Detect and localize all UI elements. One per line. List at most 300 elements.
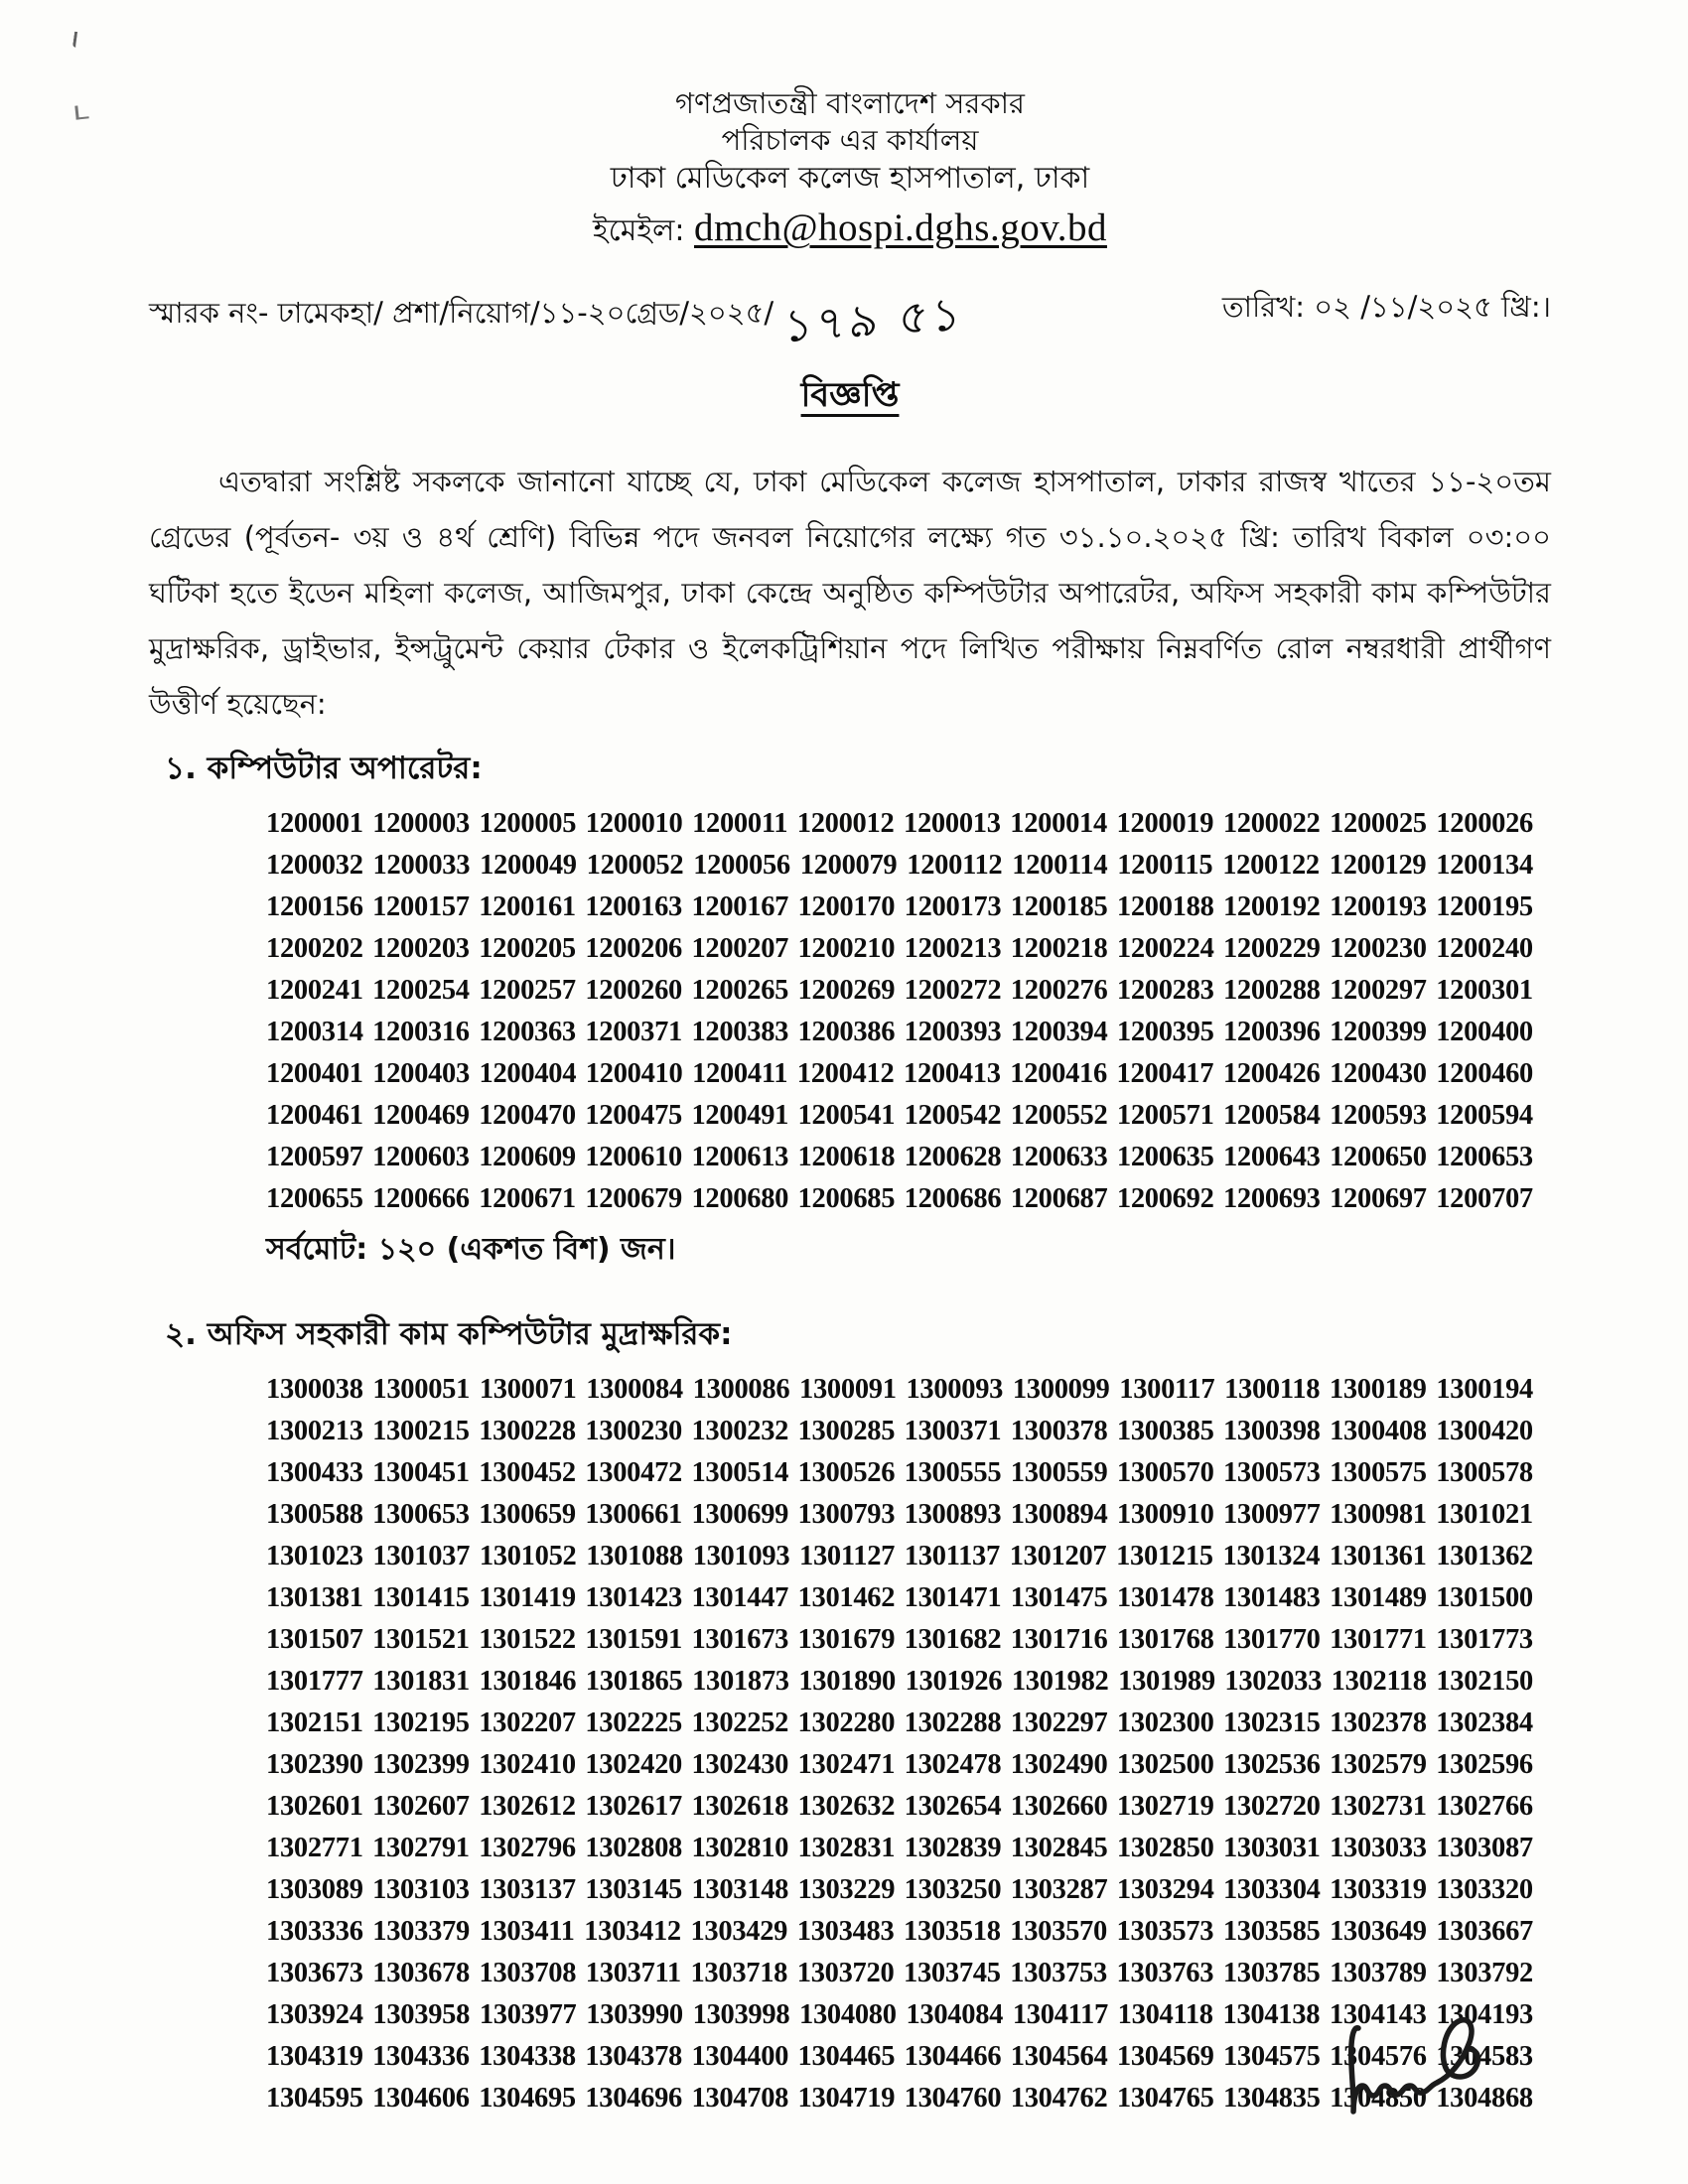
- roll-number: 1301475: [1010, 1582, 1108, 1613]
- roll-number-row: [266, 1369, 1533, 1411]
- roll-number: 1302252: [691, 1707, 789, 1738]
- roll-number: 1200207: [691, 933, 789, 964]
- roll-number: 1300117: [1119, 1374, 1215, 1405]
- roll-number: 1303304: [1222, 1874, 1321, 1905]
- roll-number: 1200597: [266, 1142, 363, 1172]
- roll-number: 1300555: [904, 1457, 1002, 1488]
- section-heading: ২. অফিস সহকারী কাম কম্পিউটার মুদ্রাক্ষরিক:: [165, 1316, 733, 1352]
- roll-number: 1200411: [692, 1058, 788, 1089]
- roll-number: 1200426: [1222, 1058, 1321, 1089]
- roll-number: 1200001: [266, 808, 363, 839]
- roll-number: 1304193: [1436, 1999, 1533, 2030]
- roll-number: 1200188: [1116, 891, 1214, 922]
- roll-number: 1301023: [266, 1541, 363, 1571]
- roll-number: 1303763: [1116, 1958, 1214, 1988]
- roll-number: 1200173: [904, 891, 1002, 922]
- roll-number: 1302280: [797, 1707, 896, 1738]
- roll-number: 1200005: [479, 808, 577, 839]
- roll-number: 1200283: [1116, 975, 1214, 1006]
- roll-number: 1301052: [479, 1541, 577, 1571]
- roll-number: 1200460: [1436, 1058, 1533, 1089]
- roll-number: 1303412: [584, 1916, 681, 1947]
- roll-number: 1200417: [1116, 1058, 1214, 1089]
- roll-number: 1303785: [1222, 1958, 1321, 1988]
- roll-number: 1304118: [1117, 1999, 1213, 2030]
- roll-number: 1304084: [906, 1999, 1004, 2030]
- roll-number: 1300091: [799, 1374, 897, 1405]
- roll-number: 1200469: [372, 1100, 470, 1131]
- roll-number: 1302720: [1222, 1791, 1321, 1822]
- roll-number-row: [266, 887, 1533, 928]
- roll-number: 1302478: [904, 1749, 1002, 1780]
- roll-number: 1200593: [1330, 1100, 1427, 1131]
- roll-number: 1304080: [799, 1999, 897, 2030]
- roll-number: 1302632: [797, 1791, 896, 1822]
- roll-number: 1300981: [1330, 1499, 1427, 1530]
- roll-number: 1302430: [691, 1749, 789, 1780]
- roll-number: 1200301: [1436, 975, 1533, 1006]
- roll-number: 1301507: [266, 1624, 363, 1655]
- roll-number: 1300893: [904, 1499, 1002, 1530]
- roll-number: 1300051: [372, 1374, 471, 1405]
- roll-number: 1200163: [585, 891, 682, 922]
- roll-number: 1200635: [1116, 1142, 1214, 1172]
- roll-number: 1302612: [479, 1791, 576, 1822]
- roll-number: 1302617: [585, 1791, 682, 1822]
- roll-number: 1200213: [904, 933, 1002, 964]
- roll-number: 1302390: [266, 1749, 363, 1780]
- roll-number: 1200393: [904, 1017, 1002, 1047]
- roll-number: 1200401: [266, 1058, 363, 1089]
- roll-number: 1200013: [904, 808, 1001, 839]
- roll-number: 1302384: [1436, 1707, 1533, 1738]
- roll-number: 1200693: [1222, 1183, 1321, 1214]
- roll-number: 1304708: [691, 2083, 789, 2114]
- roll-number-row: [266, 1911, 1533, 1953]
- roll-number: 1200541: [797, 1100, 896, 1131]
- roll-number: 1302831: [797, 1833, 896, 1863]
- roll-number: 1300071: [479, 1374, 577, 1405]
- roll-number: 1300118: [1224, 1374, 1321, 1405]
- roll-number: 1300661: [585, 1499, 682, 1530]
- roll-number: 1200193: [1330, 891, 1427, 922]
- roll-number: 1300472: [585, 1457, 682, 1488]
- roll-number: 1200122: [1222, 850, 1320, 881]
- signature-scribble: [1331, 2010, 1569, 2134]
- roll-number-list: [266, 803, 1533, 1220]
- roll-number: 1200686: [904, 1183, 1002, 1214]
- roll-number-row: [266, 1703, 1533, 1744]
- roll-number: 1304378: [585, 2041, 682, 2072]
- roll-number: 1200206: [585, 933, 682, 964]
- roll-number: 1304465: [797, 2041, 896, 2072]
- roll-number: 1302315: [1222, 1707, 1321, 1738]
- roll-number: 1200254: [372, 975, 470, 1006]
- roll-number: 1302225: [585, 1707, 682, 1738]
- roll-number-row: [266, 928, 1533, 970]
- roll-number: 1200400: [1436, 1017, 1533, 1047]
- roll-number: 1303319: [1330, 1874, 1427, 1905]
- roll-number: 1302420: [585, 1749, 682, 1780]
- roll-number: 1200026: [1436, 808, 1533, 839]
- roll-number: 1302118: [1331, 1666, 1427, 1697]
- roll-number: 1304765: [1116, 2083, 1214, 2114]
- roll-number: 1303148: [691, 1874, 789, 1905]
- roll-number: 1200628: [904, 1142, 1002, 1172]
- roll-number: 1303087: [1436, 1833, 1533, 1863]
- roll-number: 1200571: [1116, 1100, 1214, 1131]
- roll-number: 1300194: [1436, 1374, 1533, 1405]
- roll-number: 1302471: [797, 1749, 896, 1780]
- roll-number: 1304466: [904, 2041, 1002, 2072]
- roll-number: 1303649: [1330, 1916, 1427, 1947]
- roll-number: 1301679: [797, 1624, 896, 1655]
- roll-number: 1303585: [1222, 1916, 1321, 1947]
- roll-number-row: [266, 1953, 1533, 1994]
- roll-number: 1200185: [1010, 891, 1108, 922]
- office-name: পরিচালক এর কার্যালয়: [721, 123, 979, 157]
- roll-number: 1200241: [266, 975, 363, 1006]
- roll-number: 1200396: [1222, 1017, 1321, 1047]
- roll-number: 1200687: [1010, 1183, 1108, 1214]
- roll-number: 1200363: [479, 1017, 576, 1047]
- roll-section-1: [149, 746, 1551, 1272]
- roll-number: 1200404: [479, 1058, 577, 1089]
- email-address: dmch@hospi.dghs.gov.bd: [693, 206, 1107, 249]
- roll-number: 1200679: [585, 1183, 682, 1214]
- roll-number: 1301037: [372, 1541, 471, 1571]
- roll-number: 1304564: [1010, 2041, 1108, 2072]
- roll-number: 1302660: [1010, 1791, 1108, 1822]
- roll-number: 1200475: [585, 1100, 682, 1131]
- roll-number: 1303745: [904, 1958, 1001, 1988]
- roll-number: 1302297: [1010, 1707, 1108, 1738]
- roll-number: 1200167: [691, 891, 789, 922]
- roll-number-row: [266, 1828, 1533, 1869]
- roll-number: 1302399: [372, 1749, 470, 1780]
- roll-number: 1200685: [797, 1183, 896, 1214]
- roll-number: 1303089: [266, 1874, 363, 1905]
- roll-number: 1300228: [479, 1416, 576, 1446]
- roll-number: 1200470: [479, 1100, 576, 1131]
- roll-number: 1200383: [691, 1017, 789, 1047]
- roll-number: 1200618: [797, 1142, 896, 1172]
- roll-number: 1200680: [691, 1183, 789, 1214]
- roll-number: 1300793: [797, 1499, 896, 1530]
- roll-number: 1300659: [479, 1499, 576, 1530]
- roll-number: 1200195: [1436, 891, 1533, 922]
- roll-number: 1303977: [479, 1999, 577, 2030]
- roll-number: 1300570: [1116, 1457, 1214, 1488]
- roll-number: 1200552: [1010, 1100, 1108, 1131]
- roll-number: 1200297: [1330, 975, 1427, 1006]
- roll-number: 1301873: [692, 1666, 789, 1697]
- roll-number: 1200584: [1222, 1100, 1321, 1131]
- roll-number: 1304850: [1330, 2083, 1427, 2114]
- roll-number-row: [266, 1452, 1533, 1494]
- roll-number: 1200491: [691, 1100, 789, 1131]
- roll-number: 1200594: [1436, 1100, 1533, 1131]
- roll-number: 1301471: [904, 1582, 1002, 1613]
- roll-number: 1301462: [797, 1582, 896, 1613]
- roll-number-row: [266, 845, 1533, 887]
- roll-number: 1301777: [266, 1666, 363, 1697]
- roll-number: 1300559: [1010, 1457, 1108, 1488]
- roll-number: 1304117: [1012, 1999, 1108, 2030]
- roll-number: 1302536: [1222, 1749, 1321, 1780]
- roll-number: 1302796: [479, 1833, 576, 1863]
- letterhead: [149, 85, 1551, 256]
- roll-number: 1304583: [1436, 2041, 1533, 2072]
- roll-number: 1301682: [904, 1624, 1002, 1655]
- roll-number: 1200666: [372, 1183, 470, 1214]
- roll-number-row: [266, 1869, 1533, 1911]
- roll-number: 1300215: [372, 1416, 470, 1446]
- roll-number: 1300232: [691, 1416, 789, 1446]
- roll-number: 1300451: [372, 1457, 470, 1488]
- roll-number: 1303336: [266, 1916, 363, 1947]
- roll-number: 1304868: [1436, 2083, 1533, 2114]
- roll-number: 1200019: [1116, 808, 1214, 839]
- roll-number: 1200655: [266, 1183, 363, 1214]
- roll-number: 1304576: [1330, 2041, 1427, 2072]
- scan-artifact: [74, 104, 88, 119]
- roll-number: 1300093: [906, 1374, 1004, 1405]
- roll-number: 1200014: [1010, 808, 1107, 839]
- roll-number: 1302410: [479, 1749, 576, 1780]
- notice-title: বিজ্ঞপ্তি: [800, 375, 900, 415]
- roll-number-row: [266, 1786, 1533, 1828]
- roll-number: 1301423: [585, 1582, 682, 1613]
- roll-number: 1303570: [1010, 1916, 1107, 1947]
- roll-section-2: [149, 1311, 1551, 2119]
- roll-number: 1200056: [693, 850, 790, 881]
- roll-number: 1200205: [479, 933, 576, 964]
- roll-number: 1303792: [1436, 1958, 1533, 1988]
- roll-number: 1303718: [690, 1958, 788, 1988]
- roll-number-row: [266, 1137, 1533, 1178]
- roll-number: 1200012: [796, 808, 895, 839]
- roll-number: 1303250: [904, 1874, 1002, 1905]
- roll-number-list: [266, 1369, 1533, 2119]
- roll-number: 1303379: [372, 1916, 470, 1947]
- roll-number: 1303673: [266, 1958, 363, 1988]
- roll-number: 1301500: [1436, 1582, 1533, 1613]
- roll-number: 1300578: [1436, 1457, 1533, 1488]
- roll-number: 1200112: [907, 850, 1003, 881]
- roll-number-row: [266, 1661, 1533, 1703]
- roll-number: 1303320: [1436, 1874, 1533, 1905]
- roll-number: 1302791: [372, 1833, 470, 1863]
- roll-number: 1200394: [1010, 1017, 1108, 1047]
- roll-number: 1301771: [1330, 1624, 1427, 1655]
- roll-number: 1200603: [372, 1142, 470, 1172]
- roll-number: 1200542: [904, 1100, 1002, 1131]
- roll-number: 1302601: [266, 1791, 363, 1822]
- roll-number-row: [266, 1536, 1533, 1577]
- roll-number: 1200218: [1010, 933, 1108, 964]
- roll-number: 1200386: [797, 1017, 896, 1047]
- notice-body-paragraph: এতদ্বারা সংশ্লিষ্ট সকলকে জানানো যাচ্ছে যে, ঢাকা মেডিকেল কলেজ হাসপাতাল, ঢাকার রাজস্ব খাতের ১১-২০তম গ্রেডের (পূর্বতন- ৩য় ও ৪র্থ শ্রেণি) বিভিন্ন পদে জনবল নিয়োগের লক্ষ্যে গত ৩১.১০.২০২৫ খ্রি: তারিখ বিকাল ০৩:০০ ঘটিকা হতে ইডেন মহিলা কলেজ, আজিমপুর, ঢাকা কেন্দ্রে অনুষ্ঠিত কম্পিউটার অপারেটর, অফিস সহকারী কাম কম্পিউটার মুদ্রাক্ষরিক, ড্রাইভার, ইন্সট্রুমেন্ট কেয়ার টেকার ও ইলেকট্রিশিয়ান পদে লিখিত পরীক্ষায় নিম্নবর্ণিত রোল নম্বরধারী প্রার্থীগণ উত্তীর্ণ হয়েছেন:: [149, 465, 1551, 721]
- memo-number-handwritten: ১৭৯ ৫১: [782, 286, 965, 353]
- roll-number: 1301522: [479, 1624, 576, 1655]
- memo-number-label: স্মারক নং- ঢামেকহা/ প্রশা/নিয়োগ/১১-২০গ্রেড/২০২৫/: [149, 296, 774, 330]
- roll-number: 1300699: [691, 1499, 789, 1530]
- roll-number: 1200033: [372, 850, 471, 881]
- roll-number: 1300573: [1222, 1457, 1321, 1488]
- roll-number: 1300894: [1010, 1499, 1108, 1530]
- roll-number: 1301890: [798, 1666, 896, 1697]
- roll-number: 1303033: [1330, 1833, 1427, 1863]
- roll-number: 1302810: [691, 1833, 789, 1863]
- roll-number: 1301093: [692, 1541, 790, 1571]
- roll-number: 1303411: [479, 1916, 575, 1947]
- roll-number: 1302150: [1436, 1666, 1533, 1697]
- roll-number: 1301021: [1436, 1499, 1533, 1530]
- roll-number: 1301127: [799, 1541, 896, 1571]
- roll-number: 1200265: [691, 975, 789, 1006]
- roll-number: 1304336: [372, 2041, 470, 2072]
- roll-number: 1200697: [1330, 1183, 1427, 1214]
- roll-number: 1303990: [586, 1999, 683, 2030]
- roll-number: 1200610: [585, 1142, 682, 1172]
- roll-number: 1302607: [372, 1791, 470, 1822]
- roll-number: 1200210: [797, 933, 896, 964]
- roll-number: 1302596: [1436, 1749, 1533, 1780]
- roll-number: 1200079: [799, 850, 898, 881]
- section-heading: ১. কম্পিউটার অপারেটর:: [165, 751, 483, 786]
- roll-number: 1301419: [479, 1582, 576, 1613]
- roll-number: 1302195: [372, 1707, 470, 1738]
- roll-number: 1301591: [585, 1624, 682, 1655]
- roll-number: 1300038: [266, 1374, 363, 1405]
- roll-number-row: [266, 1577, 1533, 1619]
- roll-number: 1302845: [1010, 1833, 1108, 1863]
- roll-number: 1300378: [1010, 1416, 1108, 1446]
- roll-number: 1300099: [1012, 1374, 1110, 1405]
- roll-number: 1301362: [1436, 1541, 1533, 1571]
- roll-number: 1302579: [1330, 1749, 1427, 1780]
- roll-number: 1302731: [1330, 1791, 1427, 1822]
- roll-number: 1301361: [1329, 1541, 1427, 1571]
- roll-number: 1200403: [372, 1058, 470, 1089]
- roll-number: 1200203: [372, 933, 470, 964]
- roll-number: 1301521: [372, 1624, 470, 1655]
- roll-number: 1200230: [1330, 933, 1427, 964]
- roll-number: 1301088: [586, 1541, 683, 1571]
- roll-number: 1303667: [1436, 1916, 1533, 1947]
- memo-number: [149, 286, 965, 353]
- email-label: ইমেইল:: [593, 213, 685, 248]
- roll-number: 1303287: [1010, 1874, 1108, 1905]
- roll-number: 1200260: [585, 975, 682, 1006]
- roll-number: 1301768: [1116, 1624, 1214, 1655]
- roll-number: 1200399: [1330, 1017, 1427, 1047]
- roll-number-row: [266, 1178, 1533, 1220]
- roll-number: 1200003: [372, 808, 470, 839]
- roll-number: 1300408: [1330, 1416, 1427, 1446]
- roll-number-row: [266, 803, 1533, 845]
- roll-number: 1301489: [1330, 1582, 1427, 1613]
- roll-number: 1301770: [1222, 1624, 1321, 1655]
- roll-number: 1303711: [585, 1958, 681, 1988]
- roll-number-row: [266, 1411, 1533, 1452]
- roll-number: 1304319: [266, 2041, 363, 2072]
- roll-number: 1200633: [1010, 1142, 1108, 1172]
- roll-number: 1304835: [1222, 2083, 1321, 2114]
- roll-number: 1200653: [1436, 1142, 1533, 1172]
- roll-number: 1304762: [1010, 2083, 1108, 2114]
- roll-number: 1304595: [266, 2083, 363, 2114]
- roll-number: 1301415: [372, 1582, 470, 1613]
- roll-number: 1200011: [692, 808, 788, 839]
- roll-number: 1200609: [479, 1142, 576, 1172]
- roll-number: 1200613: [691, 1142, 789, 1172]
- roll-number: 1303518: [904, 1916, 1001, 1947]
- roll-number: 1200161: [479, 891, 576, 922]
- roll-number: 1200314: [266, 1017, 363, 1047]
- roll-number: 1304760: [904, 2083, 1002, 2114]
- roll-number-row: [266, 1619, 1533, 1661]
- document-date: তারিখ: ০২ /১১/২০২৫ খ্রি:।: [1221, 290, 1551, 324]
- roll-number: 1304338: [479, 2041, 576, 2072]
- roll-number: 1302719: [1116, 1791, 1214, 1822]
- roll-number: 1200650: [1330, 1142, 1427, 1172]
- roll-number: 1200430: [1330, 1058, 1427, 1089]
- roll-number: 1303708: [479, 1958, 577, 1988]
- roll-number: 1304143: [1329, 1999, 1427, 2030]
- roll-number: 1200022: [1222, 808, 1321, 839]
- roll-number: 1302766: [1436, 1791, 1533, 1822]
- roll-number-row: [266, 1494, 1533, 1536]
- roll-number: 1301926: [905, 1666, 1003, 1697]
- roll-number: 1303137: [479, 1874, 576, 1905]
- roll-number: 1301324: [1222, 1541, 1321, 1571]
- roll-number: 1303145: [585, 1874, 682, 1905]
- roll-number: 1300398: [1222, 1416, 1321, 1446]
- roll-number: 1200156: [266, 891, 363, 922]
- roll-number: 1300230: [585, 1416, 682, 1446]
- roll-number: 1302618: [691, 1791, 789, 1822]
- roll-number: 1200224: [1116, 933, 1214, 964]
- roll-number: 1200114: [1012, 850, 1108, 881]
- roll-number: 1200032: [266, 850, 363, 881]
- roll-number: 1303678: [372, 1958, 470, 1988]
- roll-number: 1302207: [479, 1707, 576, 1738]
- roll-number: 1200288: [1222, 975, 1321, 1006]
- roll-number: 1303958: [372, 1999, 471, 2030]
- roll-number: 1200134: [1436, 850, 1533, 881]
- roll-number: 1303924: [266, 1999, 363, 2030]
- roll-number: 1302300: [1116, 1707, 1214, 1738]
- roll-number: 1302490: [1010, 1749, 1108, 1780]
- roll-number: 1303229: [797, 1874, 896, 1905]
- roll-number: 1301483: [1222, 1582, 1321, 1613]
- roll-number: 1302288: [904, 1707, 1002, 1738]
- roll-sections: [149, 746, 1551, 2119]
- roll-number: 1300213: [266, 1416, 363, 1446]
- roll-number: 1302033: [1224, 1666, 1323, 1697]
- government-name: গণপ্রজাতন্ত্রী বাংলাদেশ সরকার: [674, 86, 1026, 120]
- roll-number: 1304575: [1222, 2041, 1321, 2072]
- roll-number: 1300385: [1116, 1416, 1214, 1446]
- roll-number: 1200010: [585, 808, 683, 839]
- roll-number: 1200413: [904, 1058, 1001, 1089]
- roll-number: 1300514: [691, 1457, 789, 1488]
- roll-number: 1300910: [1116, 1499, 1214, 1530]
- roll-number-row: [266, 1744, 1533, 1786]
- roll-number: 1200192: [1222, 891, 1321, 922]
